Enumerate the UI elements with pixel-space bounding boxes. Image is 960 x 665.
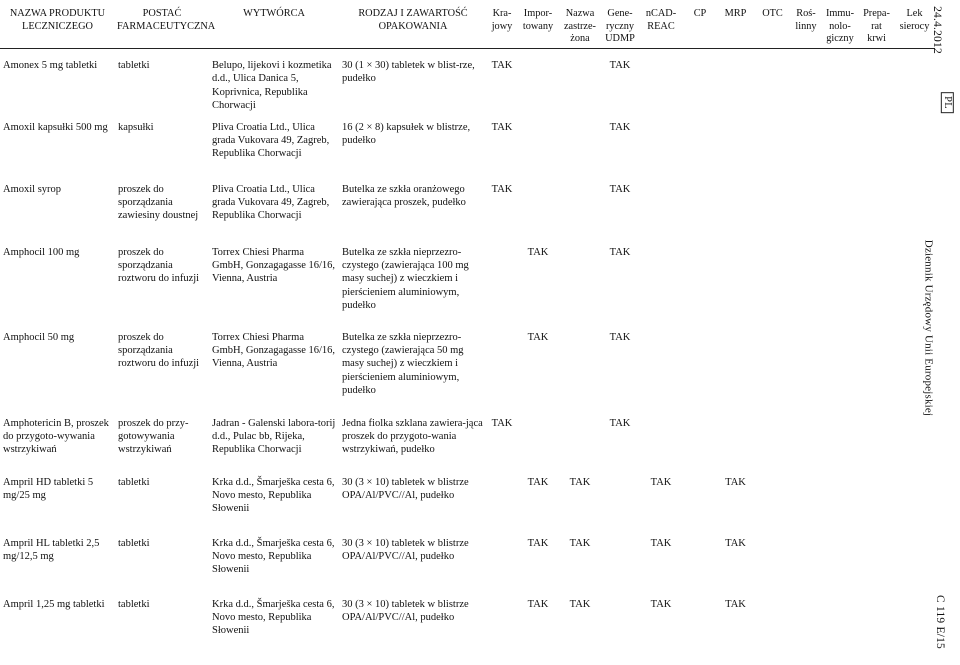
col-header-rodzaj: RODZAJ I ZAWARTOŚĆ OPAKOWANIA [339, 0, 487, 49]
cell-importowany: TAK [527, 246, 549, 258]
cell-krajowy: TAK [491, 417, 513, 429]
cell-lek-sierocy [894, 49, 935, 121]
cell-mrp [717, 246, 754, 331]
cell-mrp [717, 121, 754, 183]
table-row [0, 598, 935, 658]
cell-pack: 30 (3 × 10) tabletek w blistrze OPA/Al/PVC//Al, pudełko [342, 537, 469, 562]
cell-immunologiczny [821, 598, 859, 658]
cell-ncad [639, 183, 683, 246]
cell-roslinny [791, 121, 821, 183]
cell-immunologiczny [821, 476, 859, 537]
cell-form: tabletki [118, 537, 150, 549]
cell-mrp [717, 183, 754, 246]
table-row [0, 121, 935, 183]
cell-lek-sierocy [894, 121, 935, 183]
cell-generyczny: TAK [609, 331, 631, 343]
cell-immunologiczny [821, 121, 859, 183]
cell-generyczny [601, 476, 639, 537]
cell-otc [754, 331, 791, 417]
cell-cp [683, 598, 717, 658]
cell-pack: Butelka ze szkła nieprzezro-czystego (zawierająca 100 mg masy suchej) z wieczkiem i pierścieniem aluminiowym, pudełko [342, 246, 469, 312]
cell-preparat-krwi [859, 476, 894, 537]
cell-importowany: TAK [527, 537, 549, 549]
cell-preparat-krwi [859, 49, 894, 121]
cell-roslinny [791, 183, 821, 246]
cell-generyczny: TAK [609, 183, 631, 195]
cell-cp [683, 417, 717, 476]
cell-form: proszek do przy-gotowywania wstrzykiwań [118, 417, 189, 456]
cell-preparat-krwi [859, 246, 894, 331]
cell-mrp: TAK [725, 476, 746, 488]
cell-otc [754, 121, 791, 183]
cell-form: proszek do sporządzania roztworu do infuzji [118, 246, 200, 285]
cell-immunologiczny [821, 537, 859, 598]
cell-ncad [639, 246, 683, 331]
cell-preparat-krwi [859, 183, 894, 246]
cell-mrp [717, 331, 754, 417]
cell-krajowy [487, 476, 517, 537]
cell-pack: 30 (1 × 30) tabletek w blist-rze, pudełko [342, 60, 475, 85]
cell-ncad: TAK [650, 537, 672, 549]
cell-form: kapsułki [118, 121, 154, 133]
cell-immunologiczny [821, 417, 859, 476]
cell-importowany [517, 417, 559, 476]
cell-pack: Butelka ze szkła nieprzezro-czystego (zawierająca 50 mg masy suchej) z wieczkiem i pierścieniem aluminiowym, pudełko [342, 331, 464, 397]
cell-otc [754, 537, 791, 598]
col-header-postac: POSTAĆ FARMACEUTYCZNA [115, 0, 209, 49]
cell-immunologiczny [821, 183, 859, 246]
cell-krajowy: TAK [491, 183, 513, 195]
cell-preparat-krwi [859, 598, 894, 658]
cell-otc [754, 183, 791, 246]
cell-preparat-krwi [859, 537, 894, 598]
cell-cp [683, 121, 717, 183]
cell-ncad [639, 417, 683, 476]
cell-lek-sierocy [894, 183, 935, 246]
col-header-mrp: MRP [717, 0, 754, 49]
cell-mrp [717, 417, 754, 476]
cell-preparat-krwi [859, 417, 894, 476]
cell-maker: Pliva Croatia Ltd., Ulica grada Vukovara 49, Zagreb, Republika Chorwacji [212, 183, 330, 222]
cell-nazwa-zastrzezona [559, 49, 601, 121]
cell-cp [683, 183, 717, 246]
cell-lek-sierocy [894, 417, 935, 476]
cell-lek-sierocy [894, 598, 935, 658]
cell-pack: 30 (3 × 10) tabletek w blistrze OPA/Al/PVC//Al, pudełko [342, 598, 469, 623]
col-header-ncad: nCAD-REAC [639, 0, 683, 49]
col-header-immunologiczny: Immu-nolo-giczny [821, 0, 859, 49]
cell-ncad: TAK [650, 476, 672, 488]
cell-importowany: TAK [527, 476, 549, 488]
table-row [0, 246, 935, 331]
col-header-krajowy: Kra-jowy [487, 0, 517, 49]
cell-roslinny [791, 476, 821, 537]
cell-cp [683, 246, 717, 331]
cell-mrp: TAK [725, 598, 746, 610]
cell-otc [754, 246, 791, 331]
cell-form: tabletki [118, 60, 150, 71]
cell-immunologiczny [821, 331, 859, 417]
cell-name: Ampril 1,25 mg tabletki [3, 598, 105, 610]
cell-krajowy [487, 598, 517, 658]
cell-nazwa-zastrzezona [559, 331, 601, 417]
cell-krajowy: TAK [491, 121, 513, 133]
cell-generyczny [601, 598, 639, 658]
cell-cp [683, 537, 717, 598]
cell-importowany: TAK [527, 331, 549, 343]
cell-form: proszek do sporządzania roztworu do infuzji [118, 331, 200, 370]
publication-date: 24.4.2012 [930, 6, 943, 54]
table-row [0, 49, 935, 121]
cell-roslinny [791, 246, 821, 331]
col-header-generyczny: Gene-ryczny UDMP [601, 0, 639, 49]
cell-roslinny [791, 598, 821, 658]
cell-krajowy: TAK [491, 60, 513, 71]
cell-name: Amphocil 50 mg [3, 331, 75, 343]
cell-krajowy [487, 246, 517, 331]
cell-name: Amonex 5 mg tabletki [3, 60, 98, 71]
cell-name: Amoxil syrop [3, 183, 62, 195]
cell-generyczny: TAK [609, 246, 631, 258]
cell-lek-sierocy [894, 537, 935, 598]
cell-krajowy [487, 331, 517, 417]
page-reference: C 119 E/15 [933, 595, 946, 649]
col-header-otc: OTC [754, 0, 791, 49]
col-header-nazwa-produktu: NAZWA PRODUKTU LECZNICZEGO [0, 0, 115, 49]
table-row [0, 417, 935, 476]
cell-preparat-krwi [859, 121, 894, 183]
cell-name: Amphocil 100 mg [3, 246, 80, 258]
cell-roslinny [791, 331, 821, 417]
cell-preparat-krwi [859, 331, 894, 417]
cell-otc [754, 417, 791, 476]
cell-nazwa-zastrzezona [559, 417, 601, 476]
cell-immunologiczny [821, 49, 859, 121]
cell-generyczny: TAK [609, 60, 631, 71]
cell-pack: Jedna fiolka szklana zawiera-jąca proszek do przygoto-wania wstrzykiwań, pudełko [342, 417, 483, 456]
cell-mrp: TAK [725, 537, 746, 549]
col-header-cp: CP [683, 0, 717, 49]
cell-name: Ampril HD tabletki 5 mg/25 mg [3, 476, 94, 501]
cell-generyczny: TAK [609, 417, 631, 429]
cell-pack: Butelka ze szkła oranżowego zawierająca proszek, pudełko [342, 183, 466, 208]
cell-name: Ampril HL tabletki 2,5 mg/12,5 mg [3, 537, 100, 562]
cell-ncad [639, 49, 683, 121]
cell-roslinny [791, 49, 821, 121]
cell-pack: 16 (2 × 8) kapsułek w blistrze, pudełko [342, 121, 471, 146]
cell-nazwa-zastrzezona [559, 246, 601, 331]
cell-mrp [717, 49, 754, 121]
cell-maker: Torrex Chiesi Pharma GmbH, Gonzagagasse 16/16, Vienna, Austria [212, 331, 336, 370]
col-header-importowany: Impor-towany [517, 0, 559, 49]
cell-importowany [517, 183, 559, 246]
cell-ncad: TAK [650, 598, 672, 610]
cell-generyczny [601, 537, 639, 598]
cell-form: proszek do sporządzania zawiesiny doustnej [118, 183, 199, 222]
cell-maker: Pliva Croatia Ltd., Ulica grada Vukovara 49, Zagreb, Republika Chorwacji [212, 121, 330, 160]
cell-nazwa-zastrzezona [559, 121, 601, 183]
cell-importowany [517, 49, 559, 121]
cell-importowany: TAK [527, 598, 549, 610]
cell-maker: Torrex Chiesi Pharma GmbH, Gonzagagasse 16/16, Vienna, Austria [212, 246, 336, 285]
table-row [0, 537, 935, 598]
cell-otc [754, 49, 791, 121]
cell-form: tabletki [118, 476, 150, 488]
cell-ncad [639, 331, 683, 417]
cell-nazwa-zastrzezona: TAK [569, 476, 591, 488]
table-row [0, 183, 935, 246]
col-header-lek-sierocy: Lek sierocy [894, 0, 935, 49]
cell-form: tabletki [118, 598, 150, 610]
table-row [0, 476, 935, 537]
cell-nazwa-zastrzezona: TAK [569, 537, 591, 549]
cell-cp [683, 476, 717, 537]
cell-maker: Belupo, lijekovi i kozmetika d.d., Ulica Danica 5, Koprivnica, Republika Chorwacji [212, 60, 332, 112]
table-row [0, 331, 935, 417]
cell-ncad [639, 121, 683, 183]
journal-title: Dziennik Urzędowy Unii Europejskiej [922, 239, 935, 417]
cell-krajowy [487, 537, 517, 598]
col-header-wytworca: WYTWÓRCA [209, 0, 339, 49]
cell-maker: Krka d.d., Šmarješka cesta 6, Novo mesto, Republika Słowenii [212, 537, 335, 576]
journal-sidebar [922, 0, 960, 665]
cell-importowany [517, 121, 559, 183]
cell-generyczny: TAK [609, 121, 631, 133]
cell-cp [683, 331, 717, 417]
cell-otc [754, 476, 791, 537]
col-header-preparat-krwi: Prepa-rat krwi [859, 0, 894, 49]
cell-nazwa-zastrzezona [559, 183, 601, 246]
cell-name: Amoxil kapsułki 500 mg [3, 121, 108, 133]
language-badge: PL [941, 92, 954, 113]
cell-otc [754, 598, 791, 658]
cell-maker: Krka d.d., Šmarješka cesta 6, Novo mesto, Republika Słowenii [212, 598, 335, 637]
cell-pack: 30 (3 × 10) tabletek w blistrze OPA/Al/PVC//Al, pudełko [342, 476, 469, 501]
cell-nazwa-zastrzezona: TAK [569, 598, 591, 610]
cell-roslinny [791, 417, 821, 476]
cell-lek-sierocy [894, 476, 935, 537]
cell-roslinny [791, 537, 821, 598]
cell-immunologiczny [821, 246, 859, 331]
cell-cp [683, 49, 717, 121]
cell-maker: Jadran - Galenski labora-torij d.d., Pulac bb, Rijeka, Republika Chorwacji [212, 417, 336, 456]
col-header-nazwa-zastrzezona: Nazwa zastrze-żona [559, 0, 601, 49]
col-header-roslinny: Roś-linny [791, 0, 821, 49]
cell-maker: Krka d.d., Šmarješka cesta 6, Novo mesto, Republika Słowenii [212, 476, 335, 515]
cell-name: Amphotericin B, proszek do przygoto-wywania wstrzykiwań [3, 417, 109, 456]
header-row [0, 0, 935, 49]
